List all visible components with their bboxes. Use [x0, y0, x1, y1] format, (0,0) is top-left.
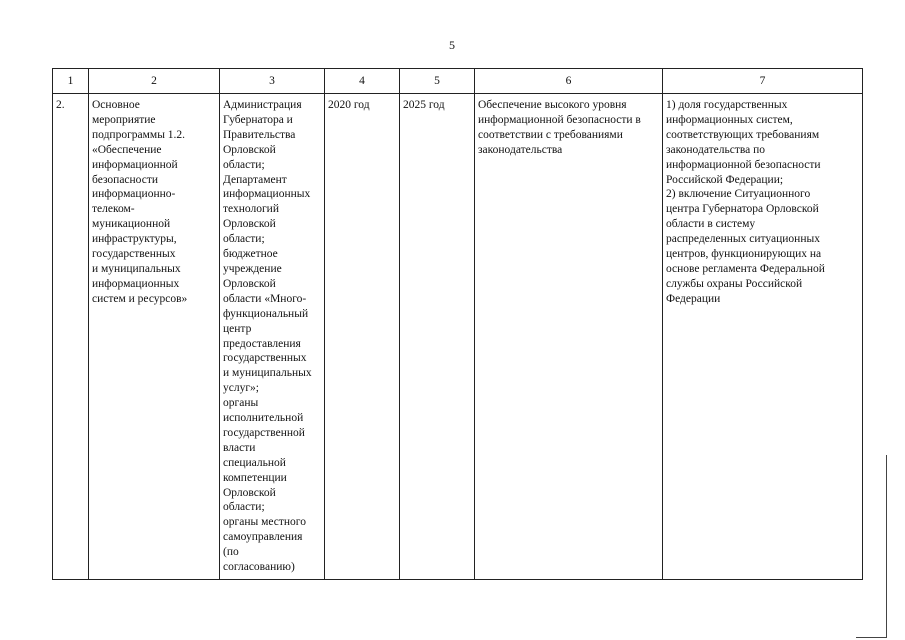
scan-edge-line: [886, 455, 887, 638]
end-year: 2025 год: [400, 94, 475, 580]
row-number: 2.: [53, 94, 89, 580]
target-indicators: 1) доля государственных информационных систем, соответствующих требованиям законодательства по информационной безопасности Российской Федерации; 2) включение Ситуационного центра Губернатора Орловской области в систему распределенных ситуационных центров, функционирующих на основе регламента Федеральной службы охраны Российской Федерации: [663, 94, 863, 580]
header-col-6: 6: [475, 69, 663, 94]
responsible-executor: Администрация Губернатора и Правительства Орловской области; Департамент информационных технологий Орловской области; бюджетное учреждение Орловской области «Много- функциональный центр предоставления государственных и муниципальных услуг»; органы исполнительной государственной власти специальной компетенции Орловской области; органы местного самоуправления (по согласованию): [220, 94, 325, 580]
program-table: [52, 68, 863, 580]
header-col-5: 5: [400, 69, 475, 94]
header-col-3: 3: [220, 69, 325, 94]
start-year: 2020 год: [325, 94, 400, 580]
header-col-4: 4: [325, 69, 400, 94]
expected-result: Обеспечение высокого уровня информационной безопасности в соответствии с требованиями законодательства: [475, 94, 663, 580]
activity-name: Основное мероприятие подпрограммы 1.2. «Обеспечение информационной безопасности информационно- телеком- муникационной инфраструктуры, государственных и муниципальных информационных систем и ресурсов»: [89, 94, 220, 580]
header-col-7: 7: [663, 69, 863, 94]
header-row: [53, 69, 863, 94]
scan-edge-line: [856, 637, 886, 638]
page-number: 5: [449, 38, 455, 52]
table-row: [53, 94, 863, 580]
header-col-1: 1: [53, 69, 89, 94]
header-col-2: 2: [89, 69, 220, 94]
